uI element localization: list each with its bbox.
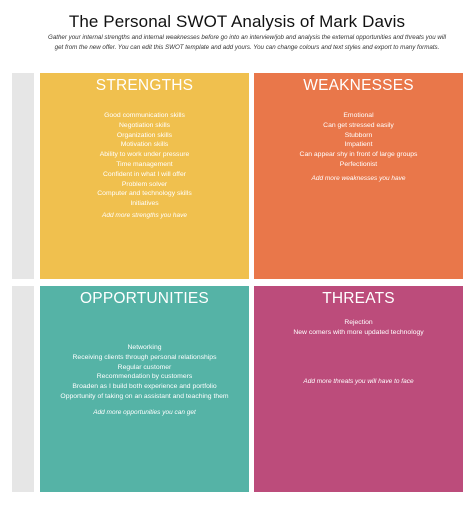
- strengths-item: Ability to work under pressure: [99, 151, 190, 159]
- weaknesses-item: Impatient: [344, 141, 373, 149]
- opportunities-item: Receiving clients through personal relationships: [72, 353, 217, 361]
- weaknesses-add-more[interactable]: Add more weaknesses you have: [311, 175, 406, 182]
- threats-list: [254, 318, 463, 338]
- strengths-item: Time management: [116, 160, 173, 168]
- weaknesses-list: [254, 111, 463, 170]
- strengths-item: Confident in what I will offer: [103, 170, 186, 178]
- threats-add-more[interactable]: Add more threats you will have to face: [303, 378, 414, 385]
- weaknesses-quadrant[interactable]: [254, 73, 463, 279]
- strengths-item: Motivation skills: [120, 141, 169, 149]
- weaknesses-item: Stubborn: [344, 131, 373, 139]
- strengths-item: Computer and technology skills: [97, 190, 192, 198]
- strengths-item: Problem solver: [121, 180, 168, 188]
- side-bar-bottom: [12, 286, 34, 492]
- strengths-item: Negotiation skills: [119, 121, 170, 129]
- strengths-item: Good communication skills: [104, 112, 185, 119]
- weaknesses-item: Perfectionist: [339, 160, 378, 168]
- opportunities-title: OPPORTUNITIES: [80, 290, 209, 307]
- page-subtitle: Gather your internal strengths and internal weaknesses before go into an interview/job and analysis the external opportunities and threats you will get from the new offer. You can edit this SWOT template and add yours. You can change colours and text styles and export to many formats.: [48, 34, 446, 51]
- threats-title: THREATS: [322, 290, 395, 307]
- strengths-list: [40, 111, 249, 209]
- threats-quadrant[interactable]: [254, 286, 463, 492]
- opportunities-quadrant[interactable]: [40, 286, 249, 492]
- opportunities-item: Regular customer: [117, 363, 172, 371]
- strengths-item: Organization skills: [116, 131, 173, 139]
- opportunities-item: Broaden as I build both experience and portfolio: [72, 383, 217, 391]
- threats-item: New comers with more updated technology: [293, 328, 424, 336]
- opportunities-list: [40, 343, 249, 402]
- weaknesses-item: Can get stressed easily: [323, 121, 394, 129]
- weaknesses-title: WEAKNESSES: [303, 77, 414, 94]
- opportunities-item: Recommendation by customers: [96, 373, 193, 381]
- strengths-item: Initiatives: [130, 200, 159, 208]
- opportunities-item: Opportunity of taking on an assistant and teaching them: [60, 392, 229, 400]
- opportunities-add-more[interactable]: Add more opportunities you can get: [93, 409, 196, 416]
- strengths-quadrant[interactable]: [40, 73, 249, 279]
- threats-item: Rejection: [344, 319, 373, 326]
- strengths-add-more[interactable]: Add more strengths you have: [102, 212, 187, 219]
- weaknesses-item: Can appear shy in front of large groups: [299, 151, 418, 159]
- strengths-title: STRENGTHS: [95, 77, 194, 94]
- weaknesses-item: Emotional: [343, 112, 374, 119]
- side-bar-top: [12, 73, 34, 279]
- opportunities-item: Networking: [127, 344, 162, 351]
- page-title: The Personal SWOT Analysis of Mark Davis: [68, 12, 406, 31]
